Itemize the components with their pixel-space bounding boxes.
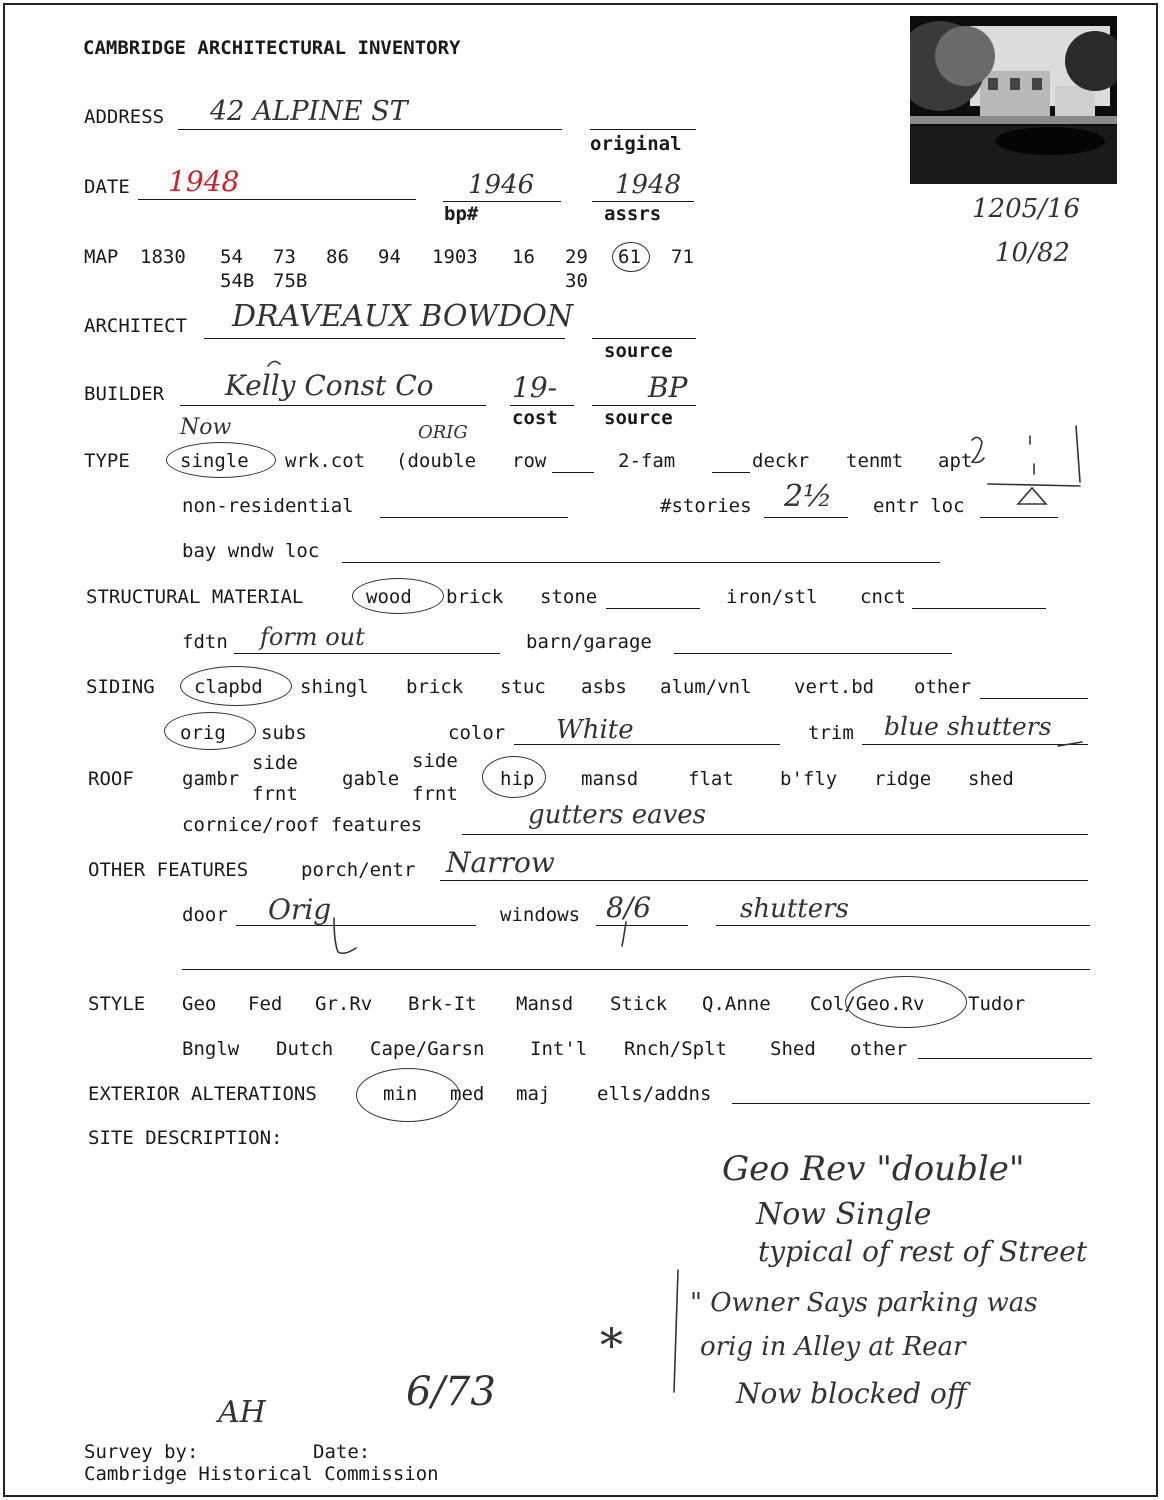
- siding-other-line: [980, 698, 1088, 699]
- original-label: original: [590, 133, 682, 155]
- map-year: 1903: [432, 246, 478, 268]
- cornice-label: cornice/roof features: [182, 814, 423, 836]
- structural-cnct: cnct: [860, 586, 906, 608]
- style-option: Fed: [248, 993, 283, 1015]
- map-label: MAP: [84, 246, 119, 268]
- cnct-line: [912, 608, 1046, 609]
- type-option-wrkcot: wrk.cot: [285, 450, 366, 472]
- structural-label: STRUCTURAL MATERIAL: [86, 586, 304, 608]
- style-option: Tudor: [968, 993, 1026, 1015]
- bp-label: bp#: [444, 203, 479, 225]
- windows-line: [596, 925, 688, 926]
- exterior-label: EXTERIOR ALTERATIONS: [88, 1083, 317, 1105]
- deckr-line: [712, 472, 750, 473]
- site-note: Now blocked off: [736, 1377, 967, 1410]
- site-label: SITE DESCRIPTION:: [88, 1127, 283, 1149]
- trim-value: blue shutters: [884, 712, 1052, 741]
- site-note: Geo Rev "double": [722, 1149, 1025, 1189]
- house-photo: [910, 16, 1117, 184]
- style-option: Gr.Rv: [315, 993, 373, 1015]
- fdtn-label: fdtn: [182, 631, 228, 653]
- nonres-label: non-residential: [182, 495, 354, 517]
- type-single-circle: [166, 442, 276, 478]
- map-year: 1830: [140, 246, 186, 268]
- type-option-double: (double: [396, 450, 477, 472]
- barn-line: [674, 653, 952, 654]
- type-option-row: row: [512, 450, 547, 472]
- siding-clapbd-circle: [180, 666, 292, 706]
- roof-bfly: b'fly: [780, 768, 838, 790]
- survey-by-value: AH: [218, 1395, 266, 1430]
- roof-gable: gable: [342, 768, 400, 790]
- windows-value: 8/6: [606, 891, 652, 924]
- porch-line: [440, 880, 1088, 881]
- architect-value: DRAVEAUX BOWDON: [232, 299, 574, 334]
- address-label: ADDRESS: [84, 106, 165, 128]
- roof-frnt: frnt: [412, 783, 458, 805]
- roof-frnt: frnt: [252, 783, 298, 805]
- siding-alum: alum/vnl: [660, 676, 752, 698]
- style-option: Bnglw: [182, 1038, 240, 1060]
- form-border: [3, 3, 1158, 1497]
- map-year: 75B: [273, 270, 308, 292]
- survey-date-label: Date:: [313, 1441, 371, 1463]
- siding-subs: subs: [261, 722, 307, 744]
- windows-label: windows: [500, 904, 581, 926]
- ext-min-circle: [356, 1068, 460, 1122]
- color-label: color: [448, 722, 506, 744]
- style-label: STYLE: [88, 993, 146, 1015]
- architect-label: ARCHITECT: [84, 315, 187, 337]
- map-year: 29: [565, 246, 588, 268]
- corner-note-2: 10/82: [995, 238, 1070, 268]
- trim-line: [862, 744, 1088, 745]
- bp-line: [443, 201, 561, 202]
- map-year: 30: [565, 270, 588, 292]
- style-option: Cape/Garsn: [370, 1038, 485, 1060]
- trim-label: trim: [808, 722, 854, 744]
- original-line: [590, 129, 696, 130]
- map-year: 54B: [220, 270, 255, 292]
- roof-flat: flat: [688, 768, 734, 790]
- style-option: Mansd: [516, 993, 574, 1015]
- form-title: CAMBRIDGE ARCHITECTURAL INVENTORY: [83, 37, 461, 59]
- cost-line: [510, 405, 574, 406]
- site-asterisk: *: [600, 1318, 623, 1372]
- siding-other: other: [914, 676, 972, 698]
- type-now-note: Now: [180, 415, 232, 440]
- builder-source-line: [592, 405, 696, 406]
- roof-hip-circle: [482, 756, 546, 798]
- map-year: 73: [273, 246, 296, 268]
- cornice-value: gutters eaves: [528, 800, 707, 830]
- style-option: Rnch/Splt: [624, 1038, 727, 1060]
- siding-label: SIDING: [86, 676, 155, 698]
- style-option: Geo: [182, 993, 217, 1015]
- site-note: typical of rest of Street: [758, 1235, 1088, 1268]
- builder-label: BUILDER: [84, 383, 165, 405]
- siding-orig: orig: [180, 722, 226, 744]
- builder-source-label: source: [604, 407, 673, 429]
- door-label: door: [182, 904, 228, 926]
- assrs-line: [592, 201, 694, 202]
- bay-line: [342, 562, 940, 563]
- style-georv-circle: [845, 976, 967, 1028]
- builder-line: [180, 405, 486, 406]
- porch-value: Narrow: [446, 846, 555, 879]
- color-line: [514, 744, 780, 745]
- type-option-single: single: [180, 450, 249, 472]
- builder-source-value: BP: [648, 371, 688, 404]
- bay-label: bay wndw loc: [182, 540, 320, 562]
- structural-brick: brick: [446, 586, 504, 608]
- structural-wood: wood: [366, 586, 412, 608]
- bp-year: 1946: [468, 170, 535, 200]
- assrs-label: assrs: [604, 203, 662, 225]
- structural-stone: stone: [540, 586, 598, 608]
- type-option-deckr: deckr: [752, 450, 810, 472]
- site-note: Now Single: [756, 1197, 932, 1232]
- siding-vertbd: vert.bd: [794, 676, 875, 698]
- siding-shingl: shingl: [300, 676, 369, 698]
- color-value: White: [556, 715, 634, 745]
- site-note: orig in Alley at Rear: [700, 1332, 966, 1362]
- architect-source-label: source: [604, 340, 673, 362]
- door-value: Orig: [268, 893, 332, 926]
- map-year: 71: [671, 246, 694, 268]
- style-option: other: [850, 1038, 908, 1060]
- roof-ridge: ridge: [874, 768, 932, 790]
- stories-value: 2½: [784, 479, 833, 514]
- entr-line: [980, 517, 1058, 518]
- assrs-year: 1948: [615, 170, 682, 200]
- other-features-label: OTHER FEATURES: [88, 859, 249, 881]
- survey-by-label: Survey by:: [84, 1441, 199, 1463]
- ext-maj: maj: [516, 1083, 551, 1105]
- type-option-tenmt: tenmt: [846, 450, 904, 472]
- map-year: 54: [220, 246, 243, 268]
- type-option-apt: apt: [938, 450, 973, 472]
- entr-label: entr loc: [873, 495, 965, 517]
- cornice-line: [462, 834, 1088, 835]
- siding-clapbd: clapbd: [194, 676, 263, 698]
- cost-label: cost: [512, 407, 558, 429]
- roof-gambr: gambr: [182, 768, 240, 790]
- ext-ells: ells/addns: [597, 1083, 712, 1105]
- siding-brick: brick: [406, 676, 464, 698]
- architect-line: [204, 338, 565, 339]
- style-option: Shed: [770, 1038, 816, 1060]
- stories-line: [764, 517, 848, 518]
- date-label: DATE: [84, 176, 130, 198]
- style-option: Stick: [610, 993, 668, 1015]
- style-other-line: [918, 1058, 1092, 1059]
- cost-value: 19-: [512, 371, 558, 404]
- date-line: [138, 199, 416, 200]
- address-value: 42 ALPINE ST: [210, 96, 408, 127]
- type-option-2fam: 2-fam: [618, 450, 676, 472]
- roof-side: side: [252, 752, 298, 774]
- map-61-circle: [612, 242, 650, 272]
- fdtn-value: form out: [260, 623, 365, 651]
- site-note: " Owner Says parking was: [690, 1288, 1038, 1318]
- stone-line: [606, 608, 700, 609]
- siding-orig-circle: [164, 712, 256, 750]
- fdtn-line: [234, 653, 500, 654]
- roof-hip: hip: [500, 768, 535, 790]
- style-option: Int'l: [530, 1038, 588, 1060]
- map-year: 16: [512, 246, 535, 268]
- corner-note-1: 1205/16: [972, 194, 1081, 224]
- windows-extra-value: shutters: [740, 894, 849, 924]
- ext-min: min: [383, 1083, 418, 1105]
- siding-asbs: asbs: [581, 676, 627, 698]
- windows-extra-line: [716, 925, 1090, 926]
- stories-label: #stories: [660, 495, 752, 517]
- structural-iron: iron/stl: [726, 586, 818, 608]
- roof-mansd: mansd: [581, 768, 639, 790]
- structural-wood-circle: [352, 578, 444, 614]
- roof-shed: shed: [968, 768, 1014, 790]
- commission-label: Cambridge Historical Commission: [84, 1463, 439, 1485]
- style-option: Brk-It: [408, 993, 477, 1015]
- map-year: 94: [378, 246, 401, 268]
- date-value: 1948: [168, 165, 240, 198]
- type-label: TYPE: [84, 450, 130, 472]
- roof-side: side: [412, 750, 458, 772]
- roof-label: ROOF: [88, 768, 134, 790]
- style-option: Dutch: [276, 1038, 334, 1060]
- porch-label: porch/entr: [301, 859, 416, 881]
- extra-line: [182, 969, 1090, 970]
- type-orig-note: ORIG: [418, 422, 468, 443]
- row-line: [552, 472, 594, 473]
- map-year: 86: [326, 246, 349, 268]
- map-year: 61: [618, 246, 641, 268]
- barn-label: barn/garage: [526, 631, 652, 653]
- style-option: Col/Geo.Rv: [810, 993, 925, 1015]
- address-line: [178, 129, 562, 130]
- architect-source-line: [592, 338, 696, 339]
- siding-stuc: stuc: [500, 676, 546, 698]
- style-option: Q.Anne: [702, 993, 771, 1015]
- survey-date-value: 6/73: [406, 1369, 496, 1415]
- ext-med: med: [450, 1083, 485, 1105]
- nonres-line: [380, 517, 568, 518]
- ells-line: [732, 1103, 1090, 1104]
- builder-value: Kelly Const Co: [225, 369, 434, 402]
